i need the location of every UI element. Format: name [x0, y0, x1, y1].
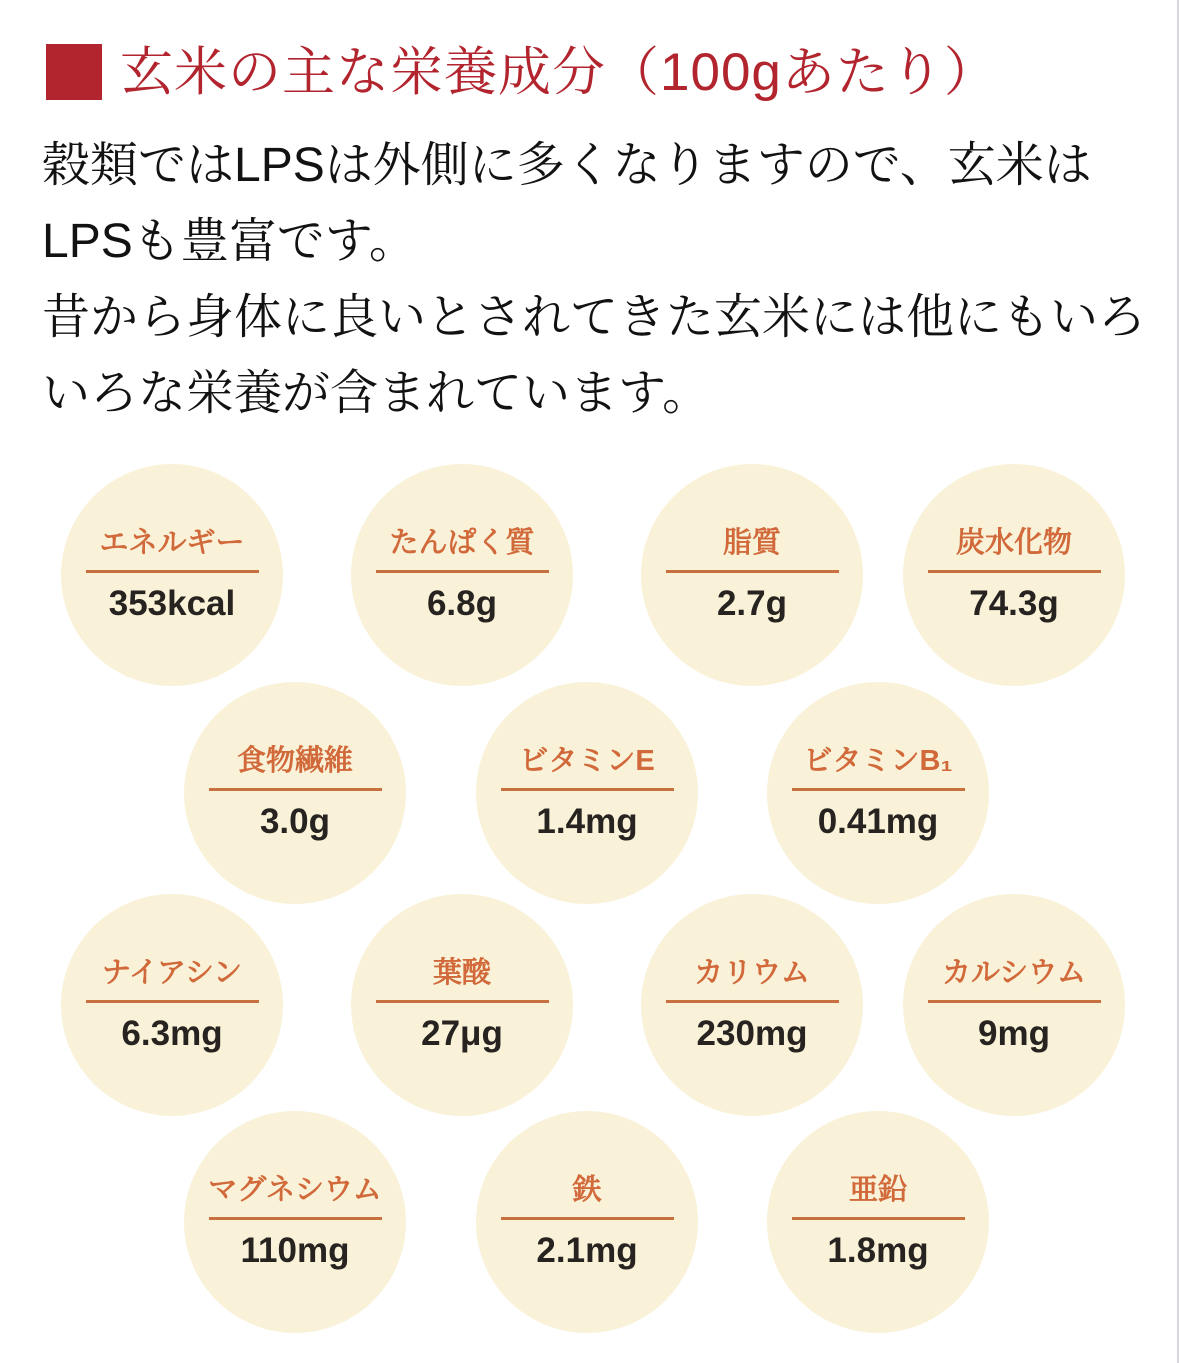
nutrient-value: 6.8g [426, 584, 498, 623]
divider [501, 1217, 674, 1220]
nutrient-name: ビタミンB₁ [803, 745, 953, 777]
nutrient-bubble-carbohydrate [903, 464, 1125, 686]
nutrient-value: 3.0g [259, 802, 331, 841]
nutrient-name: カルシウム [942, 957, 1086, 989]
nutrient-bubble-calcium [903, 894, 1125, 1116]
nutrient-name: マグネシウム [208, 1174, 382, 1206]
nutrient-value: 353kcal [108, 584, 236, 623]
nutrient-name: 脂質 [722, 527, 781, 559]
divider [501, 788, 674, 791]
divider [928, 570, 1101, 573]
nutrient-name: ビタミンE [519, 745, 655, 777]
divider [209, 1217, 382, 1220]
nutrient-bubble-energy [61, 464, 283, 686]
divider [792, 788, 965, 791]
intro-line: いろな栄養が含まれています。 [42, 367, 711, 420]
nutrient-value: 110mg [240, 1231, 350, 1270]
nutrient-value: 0.41mg [817, 802, 939, 841]
divider [792, 1217, 965, 1220]
nutrient-name: エネルギー [99, 527, 245, 559]
nutrient-bubble-niacin [61, 894, 283, 1116]
nutrient-value: 1.4mg [536, 802, 638, 841]
nutrient-name: カリウム [694, 957, 810, 989]
nutrient-value: 1.8mg [827, 1231, 929, 1270]
divider [209, 788, 382, 791]
divider [376, 1000, 549, 1003]
nutrient-bubble-iron [476, 1111, 698, 1333]
nutrient-value: 9mg [978, 1014, 1050, 1053]
nutrient-value: 2.7g [716, 584, 788, 623]
nutrient-name: ナイアシン [101, 957, 243, 989]
nutrient-bubble-protein [351, 464, 573, 686]
intro-line: LPSも豊富です。 [42, 215, 417, 268]
nutrient-value: 230mg [696, 1014, 808, 1053]
divider [86, 570, 259, 573]
nutrient-name: 葉酸 [432, 957, 491, 989]
nutrient-bubble-vitamin-e [476, 682, 698, 904]
nutrient-bubble-dietary-fiber [184, 682, 406, 904]
nutrient-name: 亜鉛 [848, 1174, 907, 1206]
nutrient-value: 6.3mg [121, 1014, 223, 1053]
section-title: 玄米の主な栄養成分（100gあたり） [120, 42, 998, 102]
nutrient-name: 食物繊維 [236, 745, 353, 777]
nutrient-bubble-vitamin-b1 [767, 682, 989, 904]
divider [666, 1000, 839, 1003]
divider [376, 570, 549, 573]
nutrient-value: 2.1mg [536, 1231, 638, 1270]
divider [666, 570, 839, 573]
nutrient-bubble-magnesium [184, 1111, 406, 1333]
nutrient-bubble-zinc [767, 1111, 989, 1333]
nutrient-bubble-folic-acid [351, 894, 573, 1116]
nutrient-name: 鉄 [572, 1174, 602, 1206]
nutrient-value: 27μg [421, 1014, 503, 1053]
nutrient-bubble-potassium [641, 894, 863, 1116]
intro-line: 昔から身体に良いとされてきた玄米には他にもいろ [42, 291, 1147, 344]
nutrient-value: 74.3g [969, 584, 1059, 623]
divider [86, 1000, 259, 1003]
nutrient-name: 炭水化物 [955, 527, 1072, 559]
nutrient-name: たんぱく質 [389, 527, 535, 559]
intro-line: 穀類ではLPSは外側に多くなりますので、玄米は [42, 139, 1092, 192]
nutrient-bubble-fat [641, 464, 863, 686]
divider [928, 1000, 1101, 1003]
